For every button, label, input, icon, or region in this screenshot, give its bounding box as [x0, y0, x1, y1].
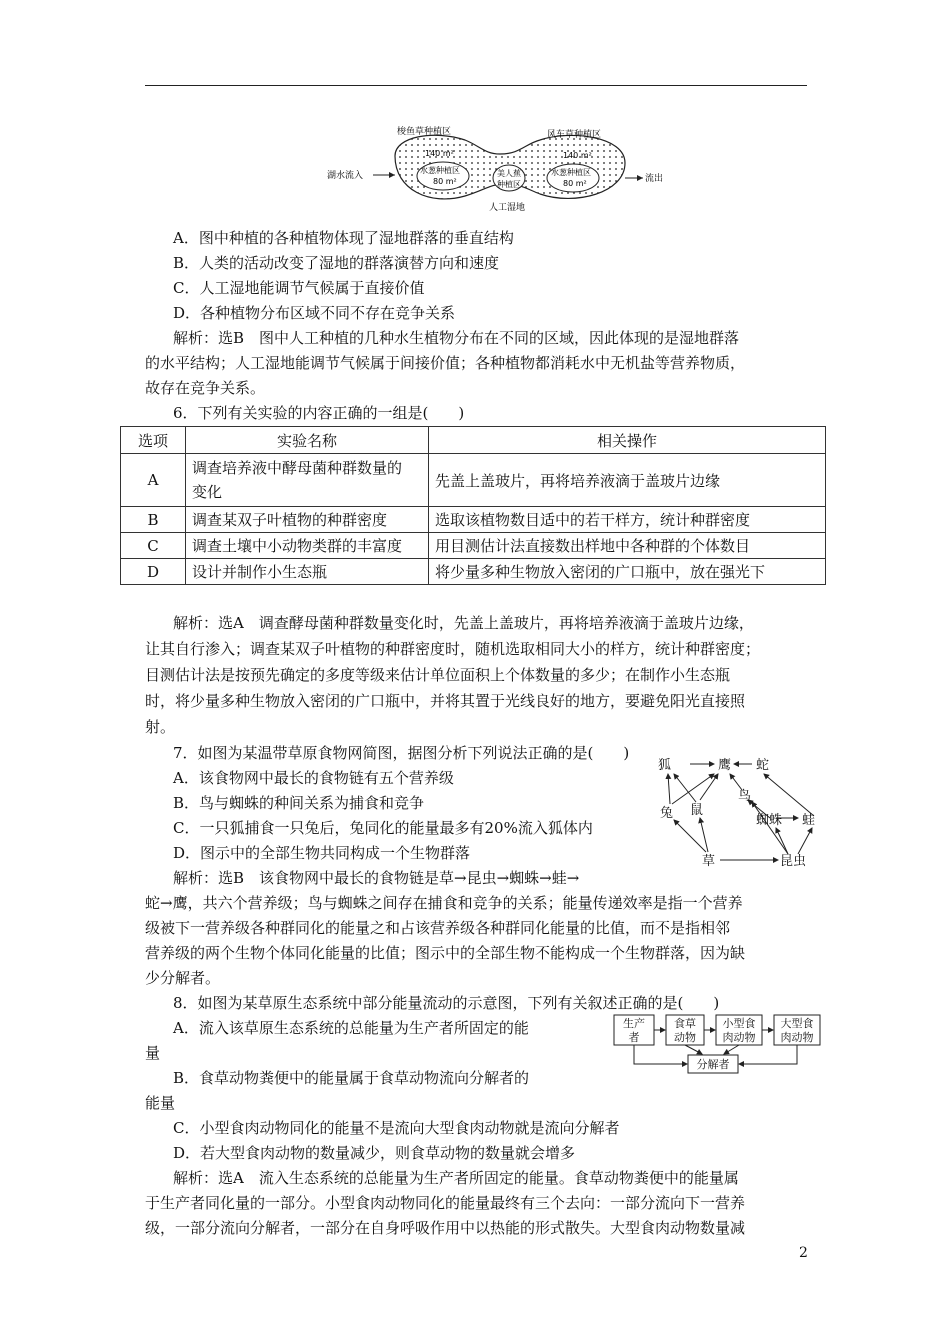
box-herbivore-label: 动物 [674, 1031, 696, 1044]
mid-label-a: 美人蕉 [497, 169, 521, 178]
q5-answer-line: 故存在竞争关系。 [145, 379, 266, 397]
box-small-carnivore-label: 肉动物 [722, 1031, 756, 1044]
table-cell-option: B [121, 507, 186, 533]
q8-answer-line: 于生产者同化量的一部分。小型食肉动物同化的能量最终有三个去向：一部分流向下一营养 [145, 1194, 746, 1212]
q6-stem: 6．下列有关实验的内容正确的一组是( ) [173, 404, 465, 422]
energy-flow-figure [612, 1013, 824, 1075]
right-inner-label: 水葱种植区 [551, 168, 591, 177]
q5-option-b: B．人类的活动改变了湿地的群落演替方向和速度 [173, 254, 500, 272]
q7-option-a: A．该食物网中最长的食物链有五个营养级 [173, 769, 454, 787]
q8-option-d: D．若大型食肉动物的数量减少，则食草动物的数量就会增多 [173, 1144, 576, 1162]
table-cell-operation: 选取该植物数目适中的若干样方，统计种群密度 [429, 507, 826, 533]
header-rule [145, 85, 807, 86]
table-header: 选项 [121, 427, 186, 454]
q6-answer-line: 时，将少量多种生物放入密闭的广口瓶中，并将其置于光线良好的地方，要避免阳光直接照 [145, 692, 746, 710]
table-cell-operation: 先盖上盖玻片，再将培养液滴于盖玻片边缘 [429, 454, 826, 507]
left-inner-area-value: 80 m² [433, 177, 457, 186]
label-right-top: 风车草种植区 [547, 130, 602, 140]
table-cell-option: C [121, 533, 186, 559]
mid-label-b: 种植区 [497, 180, 521, 189]
box-producer-label: 者 [628, 1031, 640, 1044]
table-cell-option: D [121, 559, 186, 585]
food-web-figure [652, 752, 824, 872]
label-out: 流出 [645, 174, 664, 184]
q5-option-a: A．图中种植的各种植物体现了湿地群落的垂直结构 [173, 229, 514, 247]
label-bottom: 人工湿地 [489, 203, 526, 213]
q7-answer-line: 级被下一营养级各种群同化的能量之和占该营养级各种群同化能量的比值，而不是指相邻 [145, 919, 731, 937]
box-decomposer-label: 分解者 [696, 1058, 730, 1071]
node-insect: 昆虫 [780, 854, 807, 869]
table-header-row [121, 427, 826, 454]
label-in: 湖水流入 [327, 171, 364, 181]
box-small-carnivore-label: 小型食 [722, 1017, 756, 1030]
q5-answer-line: 解析：选B 图中人工种植的几种水生植物分布在不同的区域，因此体现的是湿地群落 [173, 329, 740, 347]
q7-answer-line: 解析：选B 该食物网中最长的食物链是草→昆虫→蜘蛛→蛙→ [173, 869, 580, 887]
node-eagle: 鹰 [718, 758, 732, 773]
right-inner-area-value: 80 m² [563, 179, 587, 188]
q7-answer-line: 少分解者。 [145, 969, 221, 987]
box-large-carnivore-label: 肉动物 [780, 1031, 814, 1044]
node-frog: 蛙 [802, 813, 816, 828]
table-row [121, 559, 826, 585]
q7-option-b: B．鸟与蜘蛛的种间关系为捕食和竞争 [173, 794, 425, 812]
q7-option-d: D．图示中的全部生物共同构成一个生物群落 [173, 844, 471, 862]
table-cell-name-line: 变化 [192, 483, 223, 501]
table-cell-name-line: 调查培养液中酵母菌种群数量的 [192, 459, 403, 477]
table-cell-option: A [121, 454, 186, 507]
q6-answer-line: 解析：选A 调查酵母菌种群数量变化时，先盖上盖玻片，再将培养液滴于盖玻片边缘， [173, 614, 754, 632]
q6-table [120, 426, 826, 585]
q7-option-c: C．一只狐捕食一只兔后，兔同化的能量最多有20%流入狐体内 [173, 819, 593, 837]
node-snake: 蛇 [756, 758, 770, 773]
table-row [121, 533, 826, 559]
table-row [121, 454, 826, 507]
q6-answer-line: 让其自行渗入；调查某双子叶植物的种群密度时，随机选取相同大小的样方，统计种群密度； [145, 640, 761, 658]
table-row [121, 507, 826, 533]
table-cell-operation: 用目测估计法直接数出样地中各种群的个体数目 [429, 533, 826, 559]
q8-option-b-cont: 能量 [145, 1094, 176, 1112]
table-cell-name [186, 454, 429, 507]
table-header: 实验名称 [186, 427, 429, 454]
page-number: 2 [799, 1245, 808, 1261]
q6-answer-line: 目测估计法是按预先确定的多度等级来估计单位面积上个体数量的多少；在制作小生态瓶 [145, 666, 731, 684]
q7-answer-line: 蛇→鹰，共六个营养级；鸟与蜘蛛之间存在捕食和竞争的关系；能量传递效率是指一个营养 [145, 894, 743, 912]
right-area-value: 140 m² [563, 151, 592, 160]
box-producer-label: 生产 [623, 1017, 645, 1030]
q7-answer-line: 营养级的两个生物个体同化能量的比值；图示中的全部生物不能构成一个生物群落，因为缺 [145, 944, 746, 962]
wetland-figure [325, 118, 665, 218]
node-rabbit: 兔 [660, 806, 674, 821]
q8-answer-line: 级，一部分流向分解者，一部分在自身呼吸作用中以热能的形式散失。大型食肉动物数量减 [145, 1219, 746, 1237]
label-left-top: 梭鱼草种植区 [397, 127, 452, 137]
node-grass: 草 [702, 854, 716, 869]
node-bird: 鸟 [738, 789, 752, 804]
table-cell-operation: 将少量多种生物放入密闭的广口瓶中，放在强光下 [429, 559, 826, 585]
q5-option-c: C．人工湿地能调节气候属于直接价值 [173, 279, 425, 297]
table-cell-name: 调查某双子叶植物的种群密度 [186, 507, 429, 533]
q8-option-a: A．流入该草原生态系统的总能量为生产者所固定的能 [173, 1019, 529, 1037]
node-spider: 蜘蛛 [756, 813, 783, 828]
left-area-value: 140 m² [425, 149, 454, 158]
q7-stem: 7．如图为某温带草原食物网简图，据图分析下列说法正确的是( ) [173, 744, 630, 762]
q8-stem: 8．如图为某草原生态系统中部分能量流动的示意图，下列有关叙述正确的是( ) [173, 994, 720, 1012]
node-mouse: 鼠 [690, 803, 704, 818]
left-inner-label: 水葱种植区 [420, 166, 460, 175]
q6-answer-line: 射。 [145, 718, 176, 736]
q8-option-a-cont: 量 [145, 1044, 161, 1062]
q5-answer-line: 的水平结构；人工湿地能调节气候属于间接价值；各种植物都消耗水中无机盐等营养物质， [145, 354, 746, 372]
table-cell-name: 设计并制作小生态瓶 [186, 559, 429, 585]
box-herbivore-label: 食草 [674, 1017, 696, 1030]
q8-option-b: B．食草动物粪便中的能量属于食草动物流向分解者的 [173, 1069, 530, 1087]
q8-answer-line: 解析：选A 流入生态系统的总能量为生产者所固定的能量。食草动物粪便中的能量属 [173, 1169, 739, 1187]
table-header: 相关操作 [429, 427, 826, 454]
q5-option-d: D．各种植物分布区域不同不存在竞争关系 [173, 304, 456, 322]
q8-option-c: C．小型食肉动物同化的能量不是流向大型食肉动物就是流向分解者 [173, 1119, 620, 1137]
node-fox: 狐 [658, 758, 672, 773]
table-cell-name: 调查土壤中小动物类群的丰富度 [186, 533, 429, 559]
box-large-carnivore-label: 大型食 [780, 1017, 814, 1030]
